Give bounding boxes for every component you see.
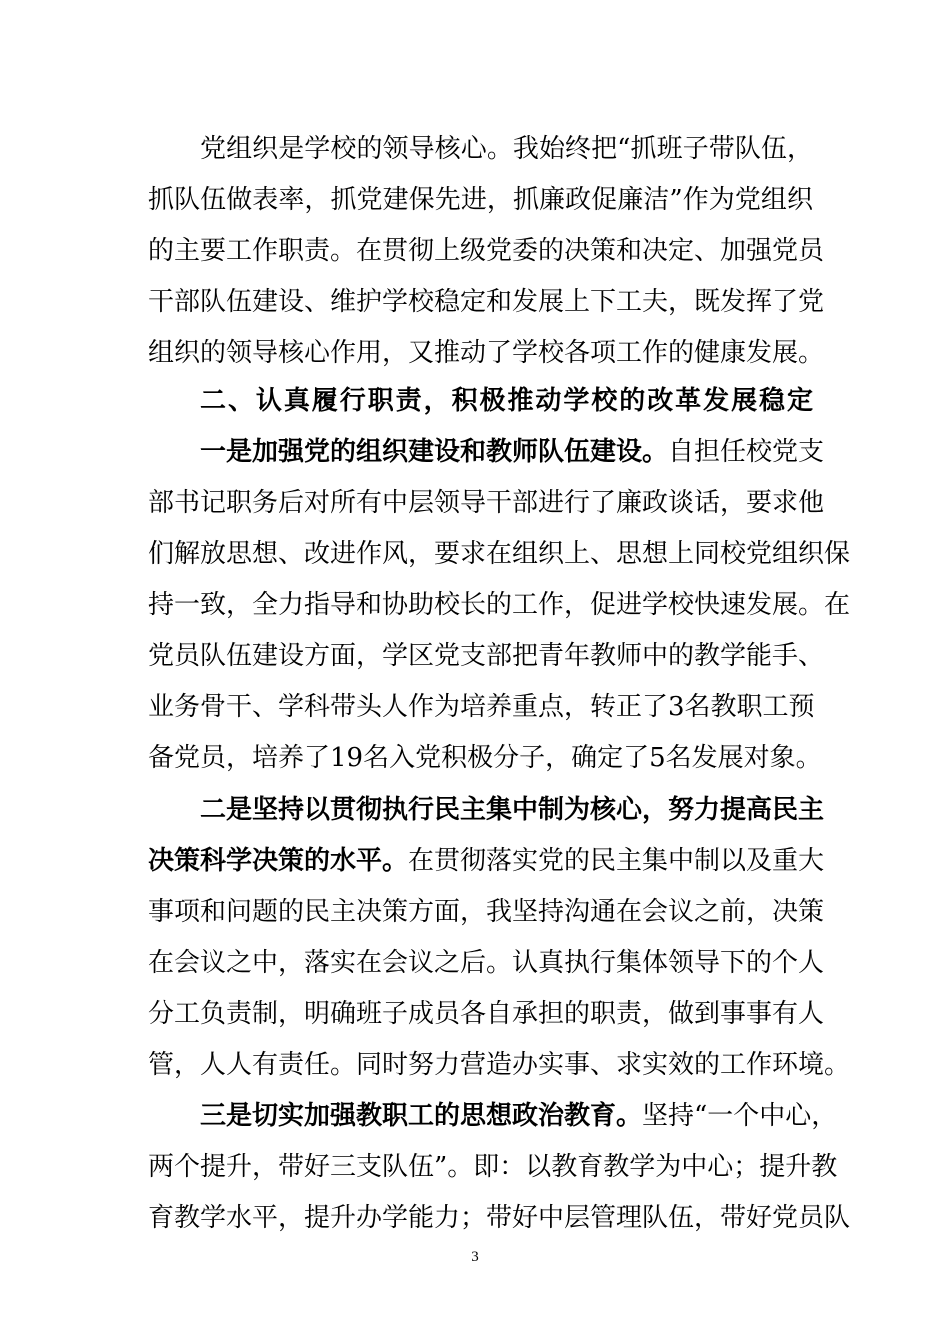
bold-lead-text: 二是坚持以贯彻执行民主集中制为核心，努力提高民主 bbox=[200, 795, 825, 825]
paragraph-line: 三是切实加强教职工的思想政治教育。坚持“一个中心， bbox=[200, 1101, 838, 1131]
paragraph-line bbox=[200, 795, 825, 825]
paragraph-line: 的主要工作职责。在贯彻上级党委的决策和决定、加强党员 bbox=[148, 236, 825, 266]
paragraph-line: 业务骨干、学科带头人作为培养重点，转正了3名教职工预 bbox=[148, 692, 815, 722]
paragraph-line: 备党员，培养了19名入党积极分子，确定了5名发展对象。 bbox=[148, 743, 822, 773]
paragraph-line: 两个提升，带好三支队伍”。即：以教育教学为中心；提升教 bbox=[148, 1152, 838, 1182]
paragraph-line: 一是加强党的组织建设和教师队伍建设。自担任校党支 bbox=[200, 437, 825, 467]
paragraph-line: 持一致，全力指导和协助校长的工作，促进学校快速发展。在 bbox=[148, 590, 851, 620]
paragraph-line: 部书记职务后对所有中层领导干部进行了廉政谈话，要求他 bbox=[148, 488, 825, 518]
bold-lead-text: 一是加强党的组织建设和教师队伍建设。 bbox=[200, 437, 669, 467]
paragraph-line: 在会议之中，落实在会议之后。认真执行集体领导下的个人 bbox=[148, 948, 825, 978]
paragraph-line: 组织的领导核心作用，又推动了学校各项工作的健康发展。 bbox=[148, 338, 825, 368]
paragraph-line: 党员队伍建设方面，学区党支部把青年教师中的教学能手、 bbox=[148, 641, 825, 671]
paragraph-line: 们解放思想、改进作风，要求在组织上、思想上同校党组织保 bbox=[148, 539, 851, 569]
paragraph-line: 事项和问题的民主决策方面，我坚持沟通在会议之前，决策 bbox=[148, 897, 825, 927]
bold-lead-text: 三是切实加强教职工的思想政治教育。 bbox=[200, 1101, 643, 1131]
paragraph-line: 管，人人有责任。同时努力营造办实事、求实效的工作环境。 bbox=[148, 1050, 851, 1080]
page-number: 3 bbox=[471, 1249, 479, 1265]
paragraph-line: 抓队伍做表率，抓党建保先进，抓廉政促廉洁”作为党组织 bbox=[148, 185, 813, 215]
paragraph-line: 党组织是学校的领导核心。我始终把“抓班子带队伍， bbox=[200, 134, 813, 164]
paragraph-line: 分工负责制，明确班子成员各自承担的职责，做到事事有人 bbox=[148, 999, 825, 1029]
section-heading: 二、认真履行职责，积极推动学校的改革发展稳定 bbox=[200, 386, 813, 416]
paragraph-line: 育教学水平，提升办学能力；带好中层管理队伍，带好党员队 bbox=[148, 1203, 851, 1233]
bold-lead-text: 决策科学决策的水平。 bbox=[148, 846, 409, 876]
paragraph-line: 干部队伍建设、维护学校稳定和发展上下工夫，既发挥了党 bbox=[148, 287, 825, 317]
paragraph-line: 决策科学决策的水平。在贯彻落实党的民主集中制以及重大 bbox=[148, 846, 825, 876]
